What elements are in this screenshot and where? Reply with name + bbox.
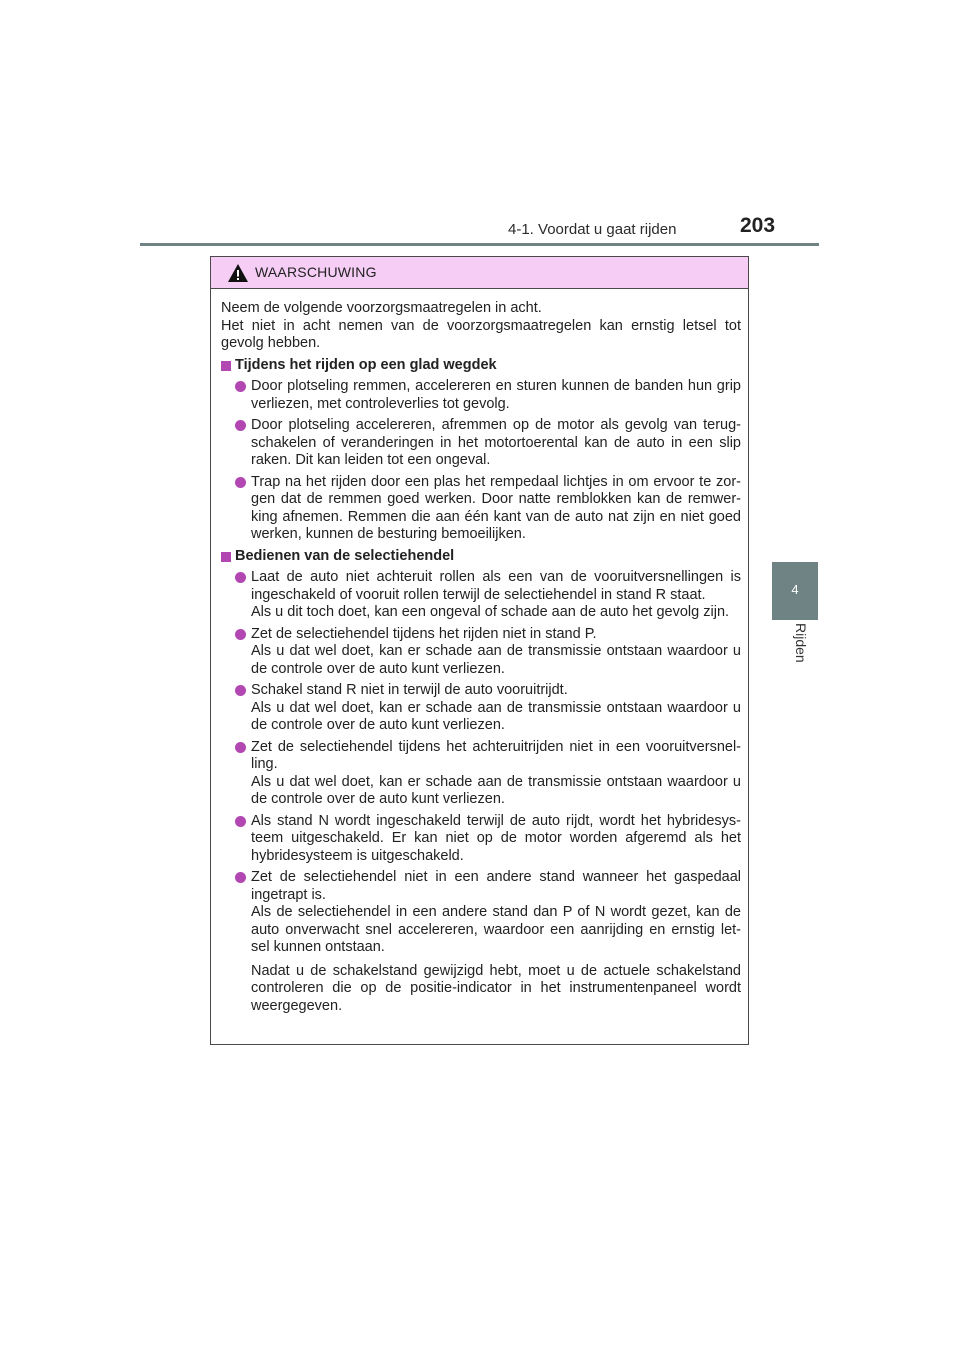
- chapter-number: 4: [791, 582, 799, 597]
- list-item: [221, 869, 741, 957]
- circle-bullet-icon: [235, 742, 246, 753]
- warning-title: WAARSCHUWING: [255, 264, 377, 280]
- list-item: [221, 474, 741, 544]
- circle-bullet-icon: [235, 872, 246, 883]
- square-bullet-icon: [221, 361, 231, 371]
- list-item: [221, 739, 741, 809]
- item-text: Trap na het rijden door een plas het rempedaal lichtjes in om ervoor te zor-gen dat de remmen goed werken. Door natte remblokken kan de remwer-king afnemen. Remmen die aan één kant van de auto nat zijn en niet goed werken, kunnen de besturing bemoeilijken.: [251, 473, 741, 542]
- item-text: Zet de selectiehendel niet in een andere stand wanneer het gaspedaal ingetrapt is.: [251, 869, 741, 903]
- circle-bullet-icon: [235, 381, 246, 392]
- intro-line: Het niet in acht nemen van de voorzorgsmaatregelen kan ernstig letsel tot gevolg hebben.: [221, 317, 741, 351]
- item-text: Zet de selectiehendel tijdens het achteruitrijden niet in een vooruitversnel-ling.: [251, 738, 741, 772]
- circle-bullet-icon: [235, 816, 246, 827]
- list-item: [221, 626, 741, 679]
- section-heading: [221, 548, 741, 566]
- item-text: Als u dat wel doet, kan er schade aan de transmissie ontstaan waardoor u de controle over de auto kunt verliezen.: [251, 643, 741, 677]
- item-text: Laat de auto niet achteruit rollen als een van de vooruitversnellingen is ingeschakeld of vooruit rollen terwijl de selectiehendel in stand R staat.: [251, 569, 741, 603]
- section-heading-text: Tijdens het rijden op een glad wegdek: [235, 356, 497, 373]
- circle-bullet-icon: [235, 572, 246, 583]
- item-text: Schakel stand R niet in terwijl de auto vooruitrijdt.: [251, 682, 568, 698]
- circle-bullet-icon: [235, 420, 246, 431]
- warning-intro: [221, 300, 741, 353]
- warning-body: [211, 289, 748, 1015]
- circle-bullet-icon: [235, 477, 246, 488]
- circle-bullet-icon: [235, 629, 246, 640]
- chapter-label: Rijden: [793, 623, 809, 663]
- warning-box: [210, 256, 749, 1045]
- item-text: Door plotseling accelereren, afremmen op de motor als gevolg van terug-schakelen of veranderingen in het motortoerental kan de auto in een slip raken. Dit kan leiden tot een ongeval.: [251, 417, 741, 468]
- intro-line: Neem de volgende voorzorgsmaatregelen in acht.: [221, 300, 542, 316]
- list-item: [221, 813, 741, 866]
- section-heading-text: Bedienen van de selectiehendel: [235, 547, 455, 564]
- section-heading: [221, 357, 741, 375]
- list-item: [221, 378, 741, 413]
- item-text: Als u dat wel doet, kan er schade aan de transmissie ontstaan waardoor u de controle over de auto kunt verliezen.: [251, 699, 741, 733]
- page-number: 203: [740, 214, 776, 237]
- item-text: Door plotseling remmen, accelereren en sturen kunnen de banden hun grip verliezen, met controleverlies tot gevolg.: [251, 378, 741, 412]
- warning-triangle-icon: [227, 263, 249, 283]
- item-text: Zet de selectiehendel tijdens het rijden niet in stand P.: [251, 625, 597, 642]
- chapter-tab[interactable]: [772, 562, 818, 620]
- circle-bullet-icon: [235, 685, 246, 696]
- list-item: [221, 569, 741, 622]
- list-item: [221, 417, 741, 470]
- item-text: Als stand N wordt ingeschakeld terwijl de auto rijdt, wordt het hybridesys-teem uitgeschakeld. Er kan niet op de motor worden afgeremd als het hybridesysteem is uitgeschakeld.: [251, 812, 741, 864]
- section-title: 4-1. Voordat u gaat rijden: [508, 221, 677, 238]
- item-text: Als de selectiehendel in een andere stand dan P of N wordt gezet, kan de auto onverwacht snel accelereren, waardoor een aanrijding en ernstig let-sel kunnen ontstaan.: [251, 904, 741, 955]
- square-bullet-icon: [221, 552, 231, 562]
- closing-note: Nadat u de schakelstand gewijzigd hebt, moet u de actuele schakelstand controleren die op de positie-indicator in het instrumentenpaneel wordt weergegeven.: [251, 962, 741, 1014]
- header-divider: [140, 243, 819, 246]
- item-text: Als u dat wel doet, kan er schade aan de transmissie ontstaan waardoor u de controle over de auto kunt verliezen.: [251, 773, 741, 807]
- list-item: [221, 682, 741, 735]
- warning-header: [211, 257, 748, 289]
- item-text: Als u dit toch doet, kan een ongeval of schade aan de auto het gevolg zijn.: [251, 604, 730, 620]
